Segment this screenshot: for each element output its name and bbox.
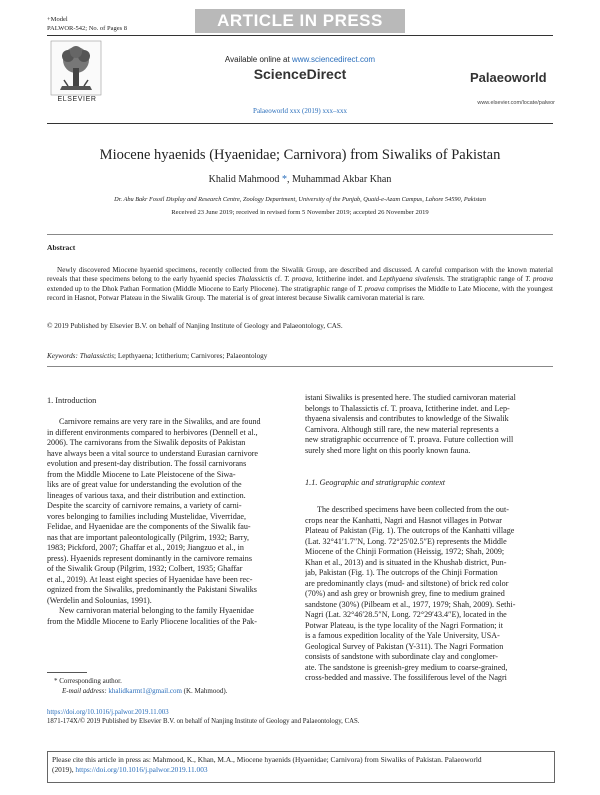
text-line: consists of sandstone with subordinate clay and conglomer- [305,652,498,661]
text-line: New carnivoran material belonging to the family Hyaenidae [59,606,254,615]
citation-year: (2019), [52,765,76,774]
corresponding-author-mark[interactable]: * [279,174,287,185]
text-line: surely shed more light on this poorly known fauna. [305,445,471,455]
header-rule [47,35,553,36]
text-line: et al., 2019). At least eight species of Hyaenidae have been rec- [47,574,253,584]
citation-box [47,751,555,783]
journal-citation-link[interactable]: Palaeoworld xxx (2019) xxx–xxx [253,107,347,115]
text-line: Despite the scarcity of carnivore remains, a variety of carni- [47,501,242,510]
article-in-press-banner: ARTICLE IN PRESS [195,9,405,33]
abstract-text-5: extended up to the Dhok Pathan Formation (Middle Miocene to Early Pliocene). The stratigraphic range of [47,284,356,293]
elsevier-tree-icon [50,40,102,96]
text-line: Carnivore remains are very rare in the Siwaliks, and are found [59,417,261,426]
species-thalassictis: Thalassictis [235,275,273,284]
keywords [47,352,553,361]
journal-logo: Palaeoworld [470,70,547,85]
abstract-text-4: . The stratigraphic range of [442,275,523,284]
text-line: (Lat. 32°41′1.7″N, Long. 72°25′02.5″E) represents the Middle [305,536,507,546]
text-line: Carnivora. Although still rare, the new material represents a [305,424,499,434]
right-column-text-bottom [305,505,555,684]
affiliation: Dr. Abu Bakr Fossil Display and Research Centre, Zoology Department, University of the Punjab, Quaid-e-Azam Campus, Lahore 54590, Pakistan [114,196,486,203]
text-line: from the Middle Miocene to Late Pleistocene of the Siwa- [47,469,236,479]
abstract-heading: Abstract [47,243,76,252]
keywords-label: Keywords: [47,352,78,360]
text-line: (70%) and ash grey or brownish grey, fine to medium grained [305,589,505,598]
text-line: in different environments compared to herbivores (Dennell et al., [47,427,258,437]
corresponding-label: Corresponding author. [59,677,122,685]
text-line: Nagri (Lat. 32°46′28.5″N, Long. 72°29′43.4″E), located in the [305,610,507,619]
journal-url[interactable]: www.elsevier.com/locate/palwor [477,100,555,106]
text-line: thyaena sivalensis and contributes to knowledge of the Siwalik [305,414,509,423]
email-label: E-mail address: [62,687,109,695]
text-line: sandstone (30%) (Pilbeam et al., 1977, 1979; Shah, 2009). Sethi- [305,599,516,609]
text-line: belongs to Thalassictis cf. T. proava, Ictitherine indet. and Lep- [305,403,510,413]
email-suffix: (K. Mahmood). [181,687,228,695]
species-t-proava-3: T. proava [355,284,385,293]
text-line: new stratigraphic occurrence of T. proava. Future collection will [305,435,514,444]
header-rule-bottom [47,123,553,124]
text-line: The described specimens have been collected from the out- [317,505,509,514]
abstract-top-rule [47,234,553,235]
abstract-text-1: Newly discovered Miocene hyaenid specimens, recently collected from the Siwalik Group, are described and discussed. A careful comparison with the known material reveals that these specimens belong to the early hyaenid species [47,266,553,284]
text-line: jab, Pakistan (Fig. 1). The outcrops of the Chinji Formation [305,568,498,577]
text-line: Miocene of the Chinji Formation (Heissig, 1972; Shah, 2009; [305,547,505,556]
text-line: liks are of great value for understanding the evolution of the [47,480,242,489]
email-link[interactable]: khalidkarmt1@gmail.com [108,687,182,695]
text-line: ate. The sandstone is greenish-grey medium to coarse-grained, [305,662,508,672]
publisher-name: ELSEVIER [57,96,97,103]
text-line: Geological Survey of Pakistan (Y-311). The Nagri Formation [305,641,504,651]
text-line: crops near the Kanhatti, Nagri and Hasnot villages in Potwar [305,515,502,525]
abstract-body [47,266,553,303]
author-list [47,174,553,185]
page-count: No. of Pages 8 [88,25,127,32]
article-title: Miocene hyaenids (Hyaenidae; Carnivora) from Siwaliks of Pakistan [99,147,501,163]
species-t-proava: T. proava [284,275,312,284]
issn-line: 1871-174X/© 2019 Published by Elsevier B.V. on behalf of Nanjing Institute of Geology and Palaeontology, CAS. [47,718,360,725]
abstract-copyright: © 2019 Published by Elsevier B.V. on behalf of Nanjing Institute of Geology and Palaeontology, CAS. [47,322,343,330]
doi-link[interactable]: https://doi.org/10.1016/j.palwor.2019.11.003 [47,709,169,716]
citation-text [52,755,550,775]
keyword-1: Thalassictis [77,352,115,360]
text-line: are predominantly clays (mud- and siltstone) of brick red color [305,578,509,588]
right-column-text-top [305,393,555,456]
left-column-text [47,417,297,627]
text-line: 1983; Pickford, 2007; Ghaffar et al., 2019; Jiangzuo et al., in [47,543,244,552]
text-line: vores belonging to families including Mustelidae, Viverridae, [47,511,246,521]
text-line: have always been a vital source to understand Eurasian carnivore [47,448,259,458]
sciencedirect-logo: ScienceDirect [253,66,347,82]
abstract-bottom-rule [47,366,553,367]
section-heading-introduction: 1. Introduction [47,396,97,405]
subsection-heading: 1.1. Geographic and stratigraphic context [305,478,446,487]
footnote-corresponding: * Corresponding author. [54,677,122,685]
model-label: +Model [47,16,68,23]
abstract-text-6: comprises the Middle to Late Miocene, with the youngest record in Hasnot, Potwar Plateau in the Siwalik Group. The material is of great interest because Siwalik carnivoran material is rare. [47,284,554,302]
sciencedirect-link[interactable]: www.sciencedirect.com [291,55,376,64]
ref-code: PALWOR-542; [47,25,88,32]
text-line: Felidae, and Hyaenidae are the components of the Siwalik fau- [47,522,251,531]
footnote-rule [47,672,87,673]
text-line: press). Hyaenids represent dominantly in the carnivore remains [47,553,252,563]
species-t-proava-2: T. proava [522,275,553,284]
text-line: Potwar Plateau, is the type locality of the Nagri Formation; it [305,620,504,630]
text-line: evolution and present-day distribution. The fossil carnivorans [47,459,247,468]
abstract-text-3: , Ictitherine indet. and [311,275,377,284]
text-line: from the Middle Miocene to Early Pliocene localities of the Pak- [47,616,257,626]
author-muhammad: , Muhammad Akbar Khan [286,174,392,185]
text-line: lineages of various taxa, and their distribution and extinction. [47,490,246,500]
keyword-3: ; Ictitherium [151,352,188,360]
citation-doi-link[interactable]: https://doi.org/10.1016/j.palwor.2019.11.003 [75,765,208,774]
text-line: Khan et al., 2013) and is situated in the Khushab district, Pun- [305,557,507,567]
text-line: is a famous expedition locality of the Yale University, USA- [305,631,500,640]
footnote-email [62,687,227,695]
text-line: 2006). The carnivorans from the Siwalik deposits of Pakistan [47,438,246,447]
text-line: istani Siwaliks is presented here. The studied carnivoran material [305,393,516,402]
available-online-text: Available online at [224,55,292,64]
species-lepthyaena: Lepthyaena sivalensis [376,275,443,284]
received-dates: Received 23 June 2019; received in revised form 5 November 2019; accepted 26 November 2019 [171,209,429,216]
elsevier-logo [50,40,102,102]
available-online [200,55,400,64]
text-line: ognized from the Siwaliks, predominantly the Pakistani Siwaliks [47,585,257,594]
text-line: (Werdelin and Solounias, 1991). [47,595,152,605]
text-line: of the Siwalik Group (Pilgrim, 1932; Colbert, 1935; Ghaffar [47,564,243,573]
abstract-text-2: cf. [272,275,285,284]
keyword-4: ; Carnivores; Palaeontology [187,352,268,360]
article-ref [47,25,127,33]
text-line: Plateau of Pakistan (Fig. 1). The outcrops of the Kanhatti village [305,526,515,535]
citation-body: Please cite this article in press as: Mahmood, K., Khan, M.A., Miocene hyaenids (Hyaenidae; Carnivora) from Siwaliks of Pakistan. Palaeoworld [52,755,482,764]
author-khalid: Khalid Mahmood [208,174,280,185]
text-line: cross-bedded and massive. The fossiliferous level of the Nagri [305,673,507,682]
text-line: nas that are important paleontologically (Pilgrim, 1932; Barry, [47,532,249,542]
keyword-2: ; Lepthyaena [114,352,152,360]
